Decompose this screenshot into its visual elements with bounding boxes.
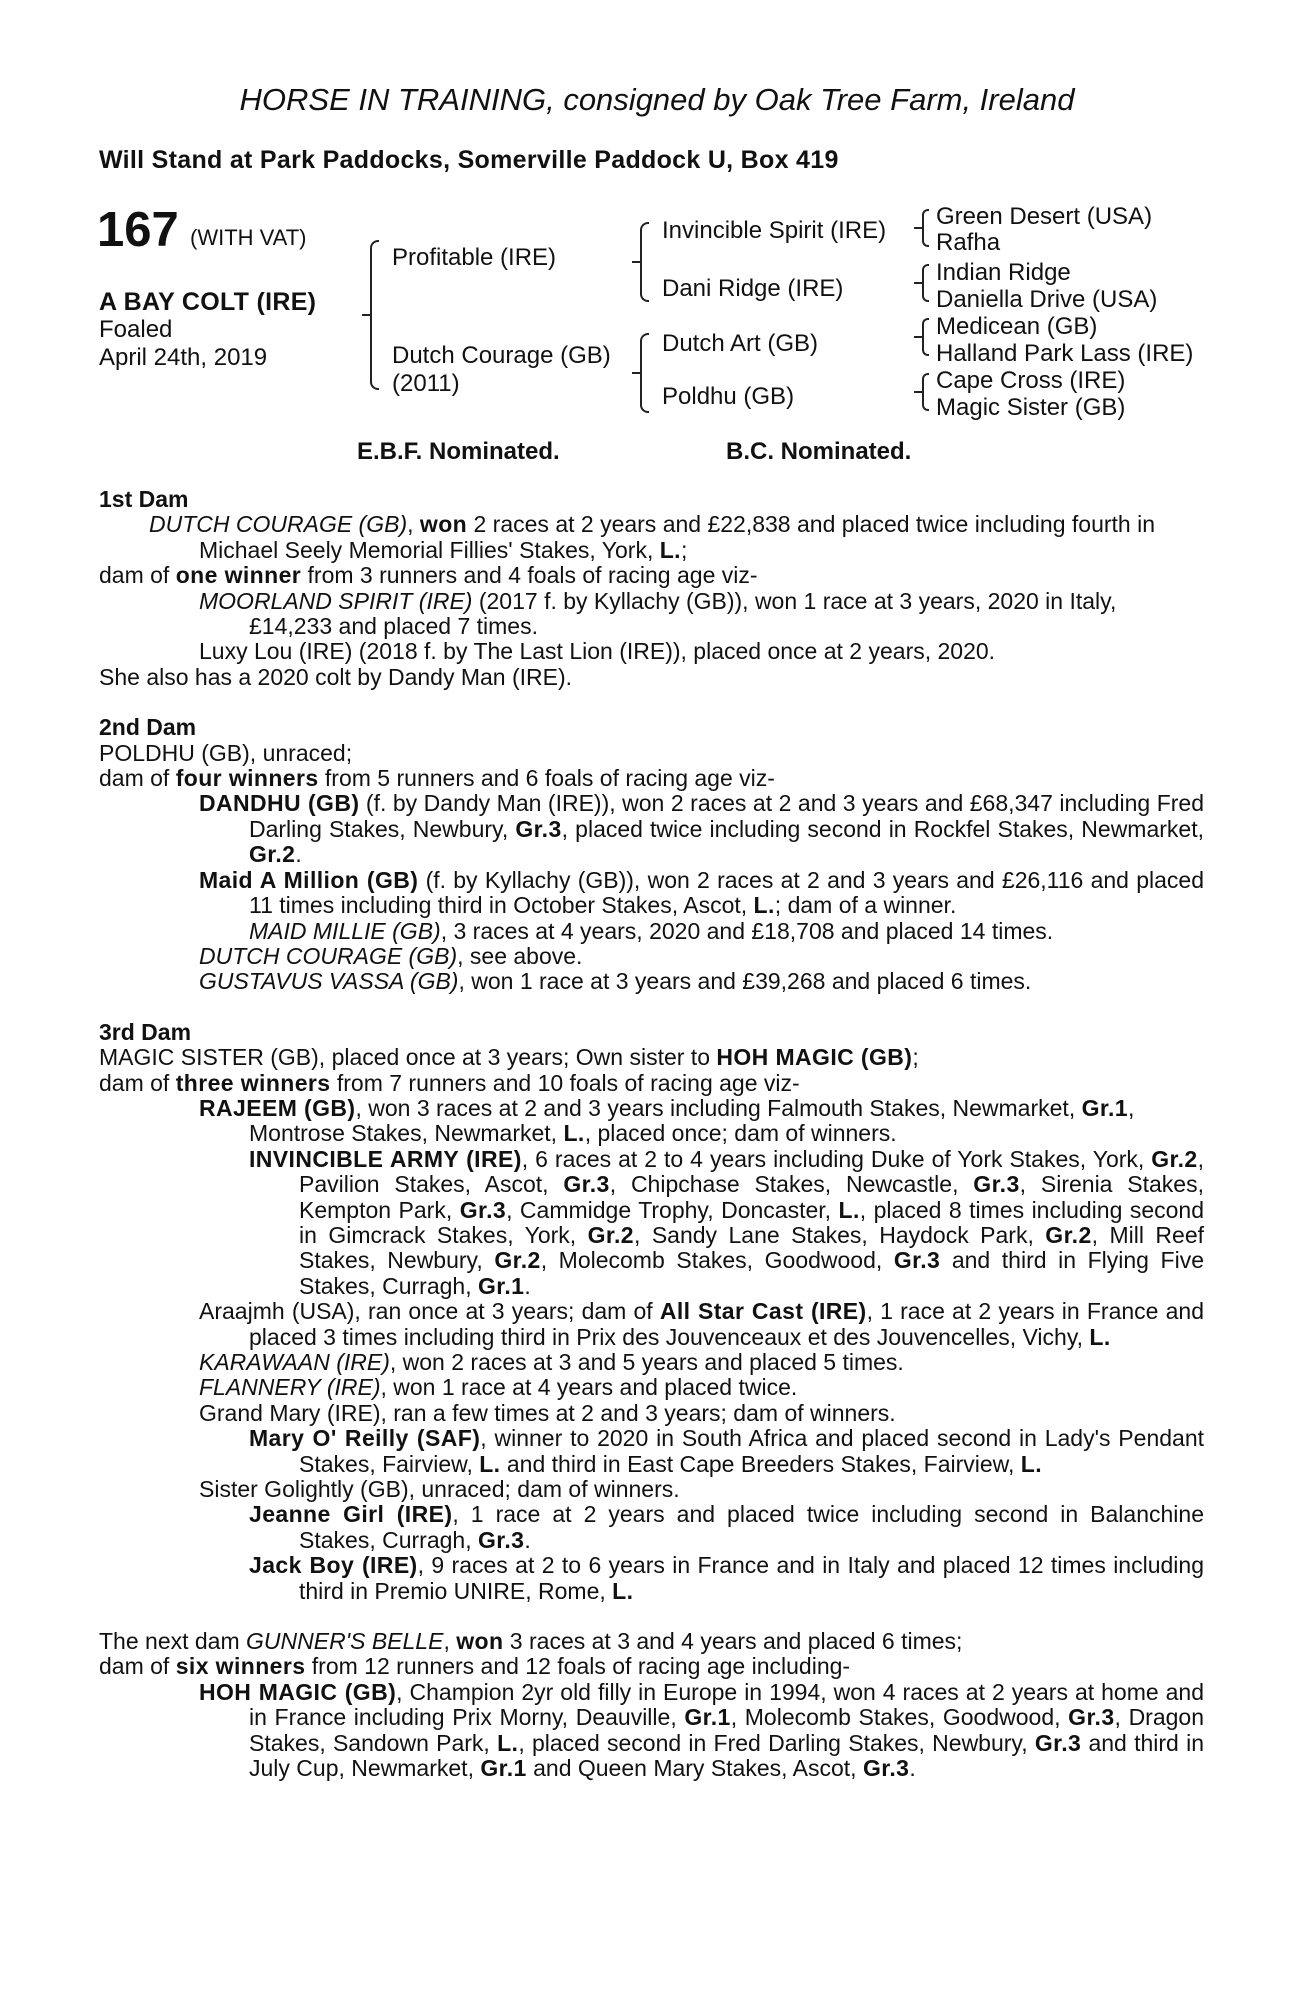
produce-entry: Grand Mary (IRE), ran a few times at 2 and 3 years; dam of winners. [199, 1399, 896, 1426]
pedigree-g1: Green Desert (USA) [936, 203, 1153, 230]
ebf-nominated: E.B.F. Nominated. [357, 438, 560, 465]
pedigree-brace-sire [640, 222, 649, 302]
next-dam-produce-summary: dam of six winners from 12 runners and 12 foals of racing age including- [99, 1653, 851, 1680]
produce-entry: Sister Golightly (GB), unraced; dam of winners. [199, 1476, 680, 1503]
pedigree-brace-g1 [922, 209, 929, 247]
foaled-date: April 24th, 2019 [99, 344, 268, 371]
produce-entry: KARAWAAN (IRE), won 2 races at 3 and 5 years and placed 5 times. [199, 1349, 904, 1375]
first-dam-record: DUTCH COURAGE (GB), won 2 races at 2 years and £22,838 and placed twice including fourth in Michael Seely Memorial Fillies' Stakes, York, L.; [149, 511, 1155, 563]
produce-entry: Jack Boy (IRE), 9 races at 2 to 6 years in France and in Italy and placed 12 times including third in Premio UNIRE, Rome, L. [249, 1552, 1204, 1604]
second-dam-produce-summary: dam of four winners from 5 runners and 6 foals of racing age viz- [99, 765, 775, 792]
pedigree-dam: Dutch Courage (GB) [392, 342, 611, 369]
pedigree-sire: Profitable (IRE) [392, 244, 557, 271]
first-dam-produce-summary: dam of one winner from 3 runners and 4 foals of racing age viz- [99, 562, 758, 589]
produce-entry: Mary O' Reilly (SAF), winner to 2020 in South Africa and placed second in Lady's Pendant Stakes, Fairview, L. and third in East Cape Breeders Stakes, Fairview, L. [249, 1425, 1204, 1477]
pedigree-dam-year: (2011) [392, 370, 460, 397]
produce-entry: DANDHU (GB) (f. by Dandy Man (IRE)), won 2 races at 2 and 3 years and £68,347 including Fred Darling Stakes, Newbury, Gr.3, placed twice including second in Rockfel Stakes, Newmarket, Gr.2. [199, 790, 1205, 868]
pedigree-g6: Halland Park Lass (IRE) [936, 340, 1194, 367]
produce-entry: INVINCIBLE ARMY (IRE), 6 races at 2 to 4 years including Duke of York Stakes, York, Gr.2, Pavilion Stakes, Ascot, Gr.3, Chipchase Stakes, Newcastle, Gr.3, Sirenia Stakes, Kempton Park, Gr.3, Cammidge Trophy, Doncaster, L., placed 8 times including second in Gimcrack Stakes, York, Gr.2, Sandy Lane Stakes, Haydock Park, Gr.2, Mill Reef Stakes, Newbury, Gr.2, Molecomb Stakes, Goodwood, Gr.3 and third in Flying Five Stakes, Curragh, Gr.1. [249, 1145, 1205, 1299]
produce-entry: HOH MAGIC (GB), Champion 2yr old filly in Europe in 1994, won 4 races at 2 years at home and in France including Prix Morny, Deauville, Gr.1, Molecomb Stakes, Goodwood, Gr.3, Dragon Stakes, Sandown Park, L., placed second in Fred Darling Stakes, Newbury, Gr.3 and third in July Cup, Newmarket, Gr.1 and Queen Mary Stakes, Ascot, Gr.3. [199, 1678, 1205, 1782]
produce-entry: MAID MILLIE (GB), 3 races at 4 years, 2020 and £18,708 and placed 14 times. [249, 917, 1054, 944]
first-dam-heading: 1st Dam [99, 486, 189, 512]
produce-entry: RAJEEM (GB), won 3 races at 2 and 3 years including Falmouth Stakes, Newmarket, Gr.1, Montrose Stakes, Newmarket, L., placed once; dam of winners. [199, 1094, 1135, 1147]
pedigree-g7: Cape Cross (IRE) [936, 367, 1126, 394]
produce-entry: Maid A Million (GB) (f. by Kyllachy (GB)), won 2 races at 2 and 3 years and £26,116 and placed 11 times including third in October Stakes, Ascot, L.; dam of a winner. [199, 866, 1205, 919]
pedigree-sire-dam: Dani Ridge (IRE) [662, 275, 844, 302]
catalogue-headline: HORSE IN TRAINING, consigned by Oak Tree Farm, Ireland [239, 82, 1075, 117]
horse-description: A BAY COLT (IRE) [99, 288, 317, 316]
pedigree-brace-g3 [922, 318, 929, 356]
pedigree-brace-g4 [922, 373, 929, 411]
third-dam-produce-summary: dam of three winners from 7 runners and 10 foals of racing age viz- [99, 1069, 800, 1096]
bc-nominated: B.C. Nominated. [726, 438, 912, 465]
produce-entry: Jeanne Girl (IRE), 1 race at 2 years and placed twice including second in Balanchine Stakes, Curragh, Gr.3. [249, 1501, 1204, 1553]
second-dam-record: POLDHU (GB), unraced; [99, 739, 353, 766]
pedigree-g4: Daniella Drive (USA) [936, 286, 1158, 313]
produce-entry: DUTCH COURAGE (GB), see above. [199, 942, 583, 969]
next-dam-record: The next dam GUNNER'S BELLE, won 3 races at 3 and 4 years and placed 6 times; [99, 1628, 963, 1655]
pedigree-g3: Indian Ridge [936, 259, 1071, 286]
produce-entry: GUSTAVUS VASSA (GB), won 1 race at 3 years and £39,268 and placed 6 times. [199, 968, 1032, 995]
first-dam-note: She also has a 2020 colt by Dandy Man (IRE). [99, 663, 573, 690]
third-dam-heading: 3rd Dam [99, 1018, 192, 1045]
pedigree-dam-sire: Dutch Art (GB) [662, 330, 819, 357]
pedigree-brace-dam [640, 333, 649, 413]
stand-location: Will Stand at Park Paddocks, Somerville Paddock U, Box 419 [99, 146, 839, 174]
pedigree-dam-dam: Poldhu (GB) [662, 383, 795, 410]
produce-entry: MOORLAND SPIRIT (IRE) (2017 f. by Kyllachy (GB)), won 1 race at 3 years, 2020 in Italy, £14,233 and placed 7 times. [199, 587, 1117, 640]
pedigree-sire-sire: Invincible Spirit (IRE) [662, 217, 887, 244]
pedigree-brace-g2 [922, 264, 929, 302]
produce-entry: Araajmh (USA), ran once at 3 years; dam of All Star Cast (IRE), 1 race at 2 years in France and placed 3 times including third in Prix des Jouvenceaux et des Jouvencelles, Vichy, L. [199, 1298, 1204, 1350]
second-dam-heading: 2nd Dam [99, 714, 197, 741]
foaled-label: Foaled [99, 316, 173, 343]
foaling-info [99, 316, 267, 372]
pedigree-g2: Rafha [936, 229, 1001, 256]
produce-entry: FLANNERY (IRE), won 1 race at 4 years and placed twice. [199, 1374, 798, 1401]
third-dam-record: MAGIC SISTER (GB), placed once at 3 years; Own sister to HOH MAGIC (GB); [99, 1044, 919, 1071]
catalogue-notes [99, 487, 1204, 1782]
vat-note: (WITH VAT) [190, 225, 307, 250]
produce-entry: Luxy Lou (IRE) (2018 f. by The Last Lion (IRE)), placed once at 2 years, 2020. [199, 638, 996, 665]
lot-number: 167 [97, 203, 179, 257]
pedigree-g5: Medicean (GB) [936, 313, 1098, 340]
pedigree-g8: Magic Sister (GB) [936, 394, 1126, 421]
pedigree-brace-main [370, 240, 379, 390]
